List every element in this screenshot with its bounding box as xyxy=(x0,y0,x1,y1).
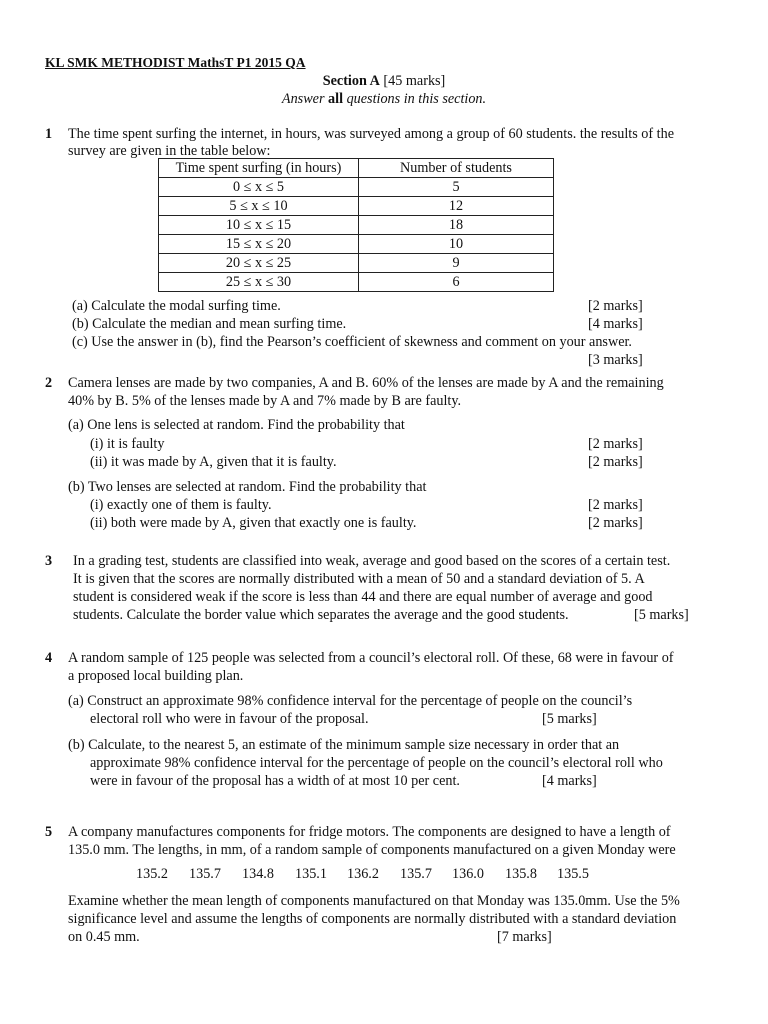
question-4b-line2: approximate 98% confidence interval for the percentage of people on the council’s electoral roll who xyxy=(90,755,663,771)
question-2-number: 2 xyxy=(45,375,53,391)
table-row xyxy=(159,216,554,235)
question-4a-marks: [5 marks] xyxy=(542,711,597,727)
question-5-text-line2: 135.0 mm. The lengths, in mm, of a random sample of components manufactured on a given Monday were xyxy=(68,842,676,858)
question-4-number: 4 xyxy=(45,650,53,666)
question-2a: (a) One lens is selected at random. Find the probability that xyxy=(68,417,405,433)
question-5-text-line3: Examine whether the mean length of components manufactured on that Monday was 135.0mm. Use the 5% xyxy=(68,893,680,909)
question-3-text-line2: It is given that the scores are normally distributed with a mean of 50 and a standard deviation of 5. A xyxy=(73,571,645,587)
table-cell-count: 12 xyxy=(359,197,554,216)
question-2b-i: (i) exactly one of them is faulty. xyxy=(90,497,272,513)
table-cell-count: 6 xyxy=(359,273,554,292)
question-3-text-line4: students. Calculate the border value which separates the average and the good students. xyxy=(73,607,569,623)
document-header: KL SMK METHODIST MathsT P1 2015 QA xyxy=(45,55,306,70)
section-instruction: Answer all questions in this section. xyxy=(281,91,487,107)
question-1a-marks: [2 marks] xyxy=(588,298,643,314)
table-cell-interval: 0 ≤ x ≤ 5 xyxy=(159,178,359,197)
question-5-text-line1: A company manufactures components for fridge motors. The components are designed to have a length of xyxy=(68,824,671,840)
question-1b: (b) Calculate the median and mean surfing time. xyxy=(72,316,347,332)
question-1c: (c) Use the answer in (b), find the Pearson’s coefficient of skewness and comment on your answer. xyxy=(72,334,632,350)
question-1-text-line1: The time spent surfing the internet, in hours, was surveyed among a group of 60 students. the results of the xyxy=(68,126,674,142)
table-row xyxy=(159,235,554,254)
sample-value: 134.8 xyxy=(242,866,274,882)
question-4b-line3: were in favour of the proposal has a width of at most 10 per cent. xyxy=(90,773,460,789)
question-4-text-line2: a proposed local building plan. xyxy=(68,668,244,684)
table-row xyxy=(159,197,554,216)
sample-value: 135.1 xyxy=(295,866,327,882)
question-5-text-line4: significance level and assume the lengths of components are normally distributed with a standard deviation xyxy=(68,911,677,927)
table-cell-interval: 20 ≤ x ≤ 25 xyxy=(159,254,359,273)
question-2b-i-marks: [2 marks] xyxy=(588,497,643,513)
table-cell-interval: 5 ≤ x ≤ 10 xyxy=(159,197,359,216)
question-3-text-line1: In a grading test, students are classified into weak, average and good based on the scores of a certain test. xyxy=(73,553,671,569)
question-2a-i-marks: [2 marks] xyxy=(588,436,643,452)
table-header-row xyxy=(159,159,554,178)
sample-value: 135.2 xyxy=(136,866,168,882)
question-1-number: 1 xyxy=(45,126,53,142)
question-2b-ii: (ii) both were made by A, given that exactly one is faulty. xyxy=(90,515,417,531)
sample-value: 135.8 xyxy=(505,866,537,882)
table-cell-interval: 15 ≤ x ≤ 20 xyxy=(159,235,359,254)
surfing-time-table xyxy=(158,158,554,292)
sample-value: 135.7 xyxy=(400,866,432,882)
question-4a-line2: electoral roll who were in favour of the proposal. xyxy=(90,711,369,727)
question-1a: (a) Calculate the modal surfing time. xyxy=(72,298,281,314)
question-2-text-line1: Camera lenses are made by two companies, A and B. 60% of the lenses are made by A and the remaining xyxy=(68,375,664,391)
question-2b: (b) Two lenses are selected at random. Find the probability that xyxy=(68,479,427,495)
table-cell-interval: 10 ≤ x ≤ 15 xyxy=(159,216,359,235)
sample-value: 135.5 xyxy=(557,866,589,882)
question-5-number: 5 xyxy=(45,824,53,840)
question-4a-line1: (a) Construct an approximate 98% confidence interval for the percentage of people on the council’s xyxy=(68,693,633,709)
table-cell-interval: 25 ≤ x ≤ 30 xyxy=(159,273,359,292)
table-row xyxy=(159,273,554,292)
question-1c-marks: [3 marks] xyxy=(588,352,643,368)
section-title xyxy=(0,72,768,90)
section-marks: [45 marks] xyxy=(383,73,446,89)
table-row xyxy=(159,178,554,197)
question-2a-ii-marks: [2 marks] xyxy=(588,454,643,470)
table-header-time: Time spent surfing (in hours) xyxy=(159,159,359,178)
question-3-text-line3: student is considered weak if the score is less than 44 and there are equal number of average and good xyxy=(73,589,653,605)
section-label: Section A xyxy=(322,73,380,89)
question-2a-i: (i) it is faulty xyxy=(90,436,165,452)
question-3-number: 3 xyxy=(45,553,53,569)
question-2b-ii-marks: [2 marks] xyxy=(588,515,643,531)
question-2a-ii: (ii) it was made by A, given that it is faulty. xyxy=(90,454,337,470)
question-4b-line1: (b) Calculate, to the nearest 5, an estimate of the minimum sample size necessary in order that an xyxy=(68,737,620,753)
question-5-marks: [7 marks] xyxy=(497,929,552,945)
question-5-text-line5: on 0.45 mm. xyxy=(68,929,140,945)
table-row xyxy=(159,254,554,273)
sample-value: 136.2 xyxy=(347,866,379,882)
question-1b-marks: [4 marks] xyxy=(588,316,643,332)
table-cell-count: 5 xyxy=(359,178,554,197)
question-2-text-line2: 40% by B. 5% of the lenses made by A and 7% made by B are faulty. xyxy=(68,393,462,409)
sample-value: 135.7 xyxy=(189,866,221,882)
table-cell-count: 10 xyxy=(359,235,554,254)
question-4b-marks: [4 marks] xyxy=(542,773,597,789)
question-4-text-line1: A random sample of 125 people was selected from a council’s electoral roll. Of these, 68 were in favour of xyxy=(68,650,674,666)
table-header-students: Number of students xyxy=(359,159,554,178)
sample-value: 136.0 xyxy=(452,866,484,882)
table-cell-count: 18 xyxy=(359,216,554,235)
question-1-text-line2: survey are given in the table below: xyxy=(68,143,271,159)
table-cell-count: 9 xyxy=(359,254,554,273)
question-3-marks: [5 marks] xyxy=(634,607,689,623)
